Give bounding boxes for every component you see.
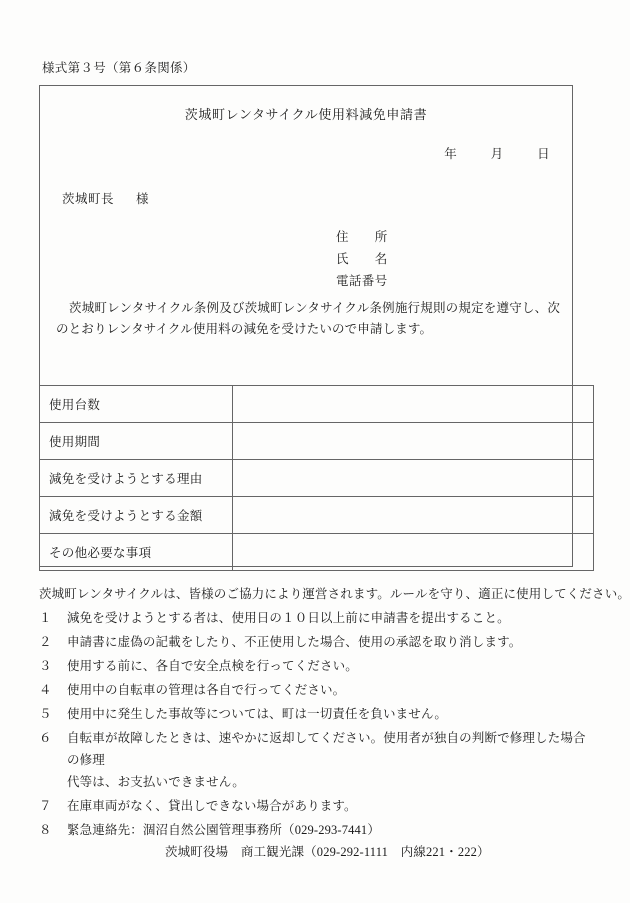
date-line: [444, 144, 550, 162]
table-row: [40, 423, 594, 460]
applicant-address-label: 住 所: [336, 230, 388, 244]
table-row: [40, 497, 594, 534]
list-item: [39, 607, 595, 629]
note-text: 減免を受けようとする者は、使用日の１０日以上前に申請書を提出すること。: [67, 611, 510, 625]
note-number: ３: [39, 659, 52, 673]
list-item: [39, 819, 595, 863]
row-value-reduction-amount[interactable]: [233, 497, 594, 534]
form-number: 様式第３号（第６条関係）: [42, 61, 196, 75]
applicant-phone-label: 電話番号: [336, 274, 388, 288]
addressee-name: 茨城町長: [62, 192, 115, 206]
note-text-townhall-contact: 茨城町役場 商工観光課（029-292-1111 内線221・222）: [165, 845, 490, 859]
list-item: [39, 631, 595, 653]
note-text: 自転車が故障したときは、速やかに返却してください。使用者が独自の判断で修理した場合の修理: [67, 731, 586, 767]
note-text: 使用中に発生した事故等については、町は一切責任を負いません。: [67, 707, 448, 721]
note-text-wrapper: [67, 727, 595, 793]
list-item: [39, 679, 595, 701]
note-number: ７: [39, 799, 52, 813]
notes-intro: 茨城町レンタサイクルは、皆様のご協力により運営されます。ルールを守り、適正に使用してください。: [39, 587, 630, 601]
table-row: [40, 534, 594, 571]
page-title: 茨城町レンタサイクル使用料減免申請書: [184, 107, 428, 122]
note-text-wrapper: [67, 819, 595, 863]
row-label-other-matters: その他必要な事項: [40, 534, 233, 571]
note-number: ５: [39, 707, 52, 721]
note-number: ８: [39, 823, 52, 837]
applicant-info-block: [336, 226, 388, 292]
list-item: [39, 795, 595, 817]
applicant-name-row: [336, 248, 388, 270]
date-year-label: 年: [444, 147, 458, 161]
application-form-box: [39, 85, 573, 567]
note-text: 申請書に虚偽の記載をしたり、不正使用した場合、使用の承認を取り消します。: [67, 635, 522, 649]
row-label-reduction-amount: 減免を受けようとする金額: [40, 497, 233, 534]
row-label-reduction-reason: 減免を受けようとする理由: [40, 460, 233, 497]
note-text: 使用中の自転車の管理は各自で行ってください。: [67, 683, 346, 697]
applicant-address-row: [336, 226, 388, 248]
application-details-table: [39, 385, 594, 571]
addressee-line: [62, 189, 149, 207]
row-value-usage-period[interactable]: [233, 423, 594, 460]
row-value-other-matters[interactable]: [233, 534, 594, 571]
row-value-usage-count[interactable]: [233, 386, 594, 423]
note-number: ４: [39, 683, 52, 697]
notes-section: [39, 583, 630, 863]
note-text-emergency-contact: 緊急連絡先：涸沼自然公園管理事務所（029-293-7441）: [67, 823, 380, 837]
applicant-phone-row: [336, 270, 388, 292]
declaration-paragraph: 茨城町レンタサイクル条例及び茨城町レンタサイクル条例施行規則の規定を遵守し、次のとおりレンタサイクル使用料の減免を受けたいので申請します。: [56, 301, 560, 336]
date-day-label: 日: [537, 147, 550, 161]
list-item: [39, 655, 595, 677]
row-label-usage-count: 使用台数: [40, 386, 233, 423]
list-item: [39, 703, 595, 725]
date-month-label: 月: [490, 147, 504, 161]
note-number: １: [39, 611, 52, 625]
table-row: [40, 386, 594, 423]
applicant-name-label: 氏 名: [336, 252, 388, 266]
row-label-usage-period: 使用期間: [40, 423, 233, 460]
note-text: 在庫車両がなく、貸出しできない場合があります。: [67, 799, 357, 813]
note-text: 使用する前に、各自で安全点検を行ってください。: [67, 659, 358, 673]
note-text-continuation: 代等は、お支払いできません。: [67, 775, 245, 789]
list-item: [39, 727, 595, 793]
note-number: ６: [39, 731, 52, 745]
addressee-honorific: 様: [136, 192, 150, 206]
row-value-reduction-reason[interactable]: [233, 460, 594, 497]
note-number: ２: [39, 635, 52, 649]
table-row: [40, 460, 594, 497]
